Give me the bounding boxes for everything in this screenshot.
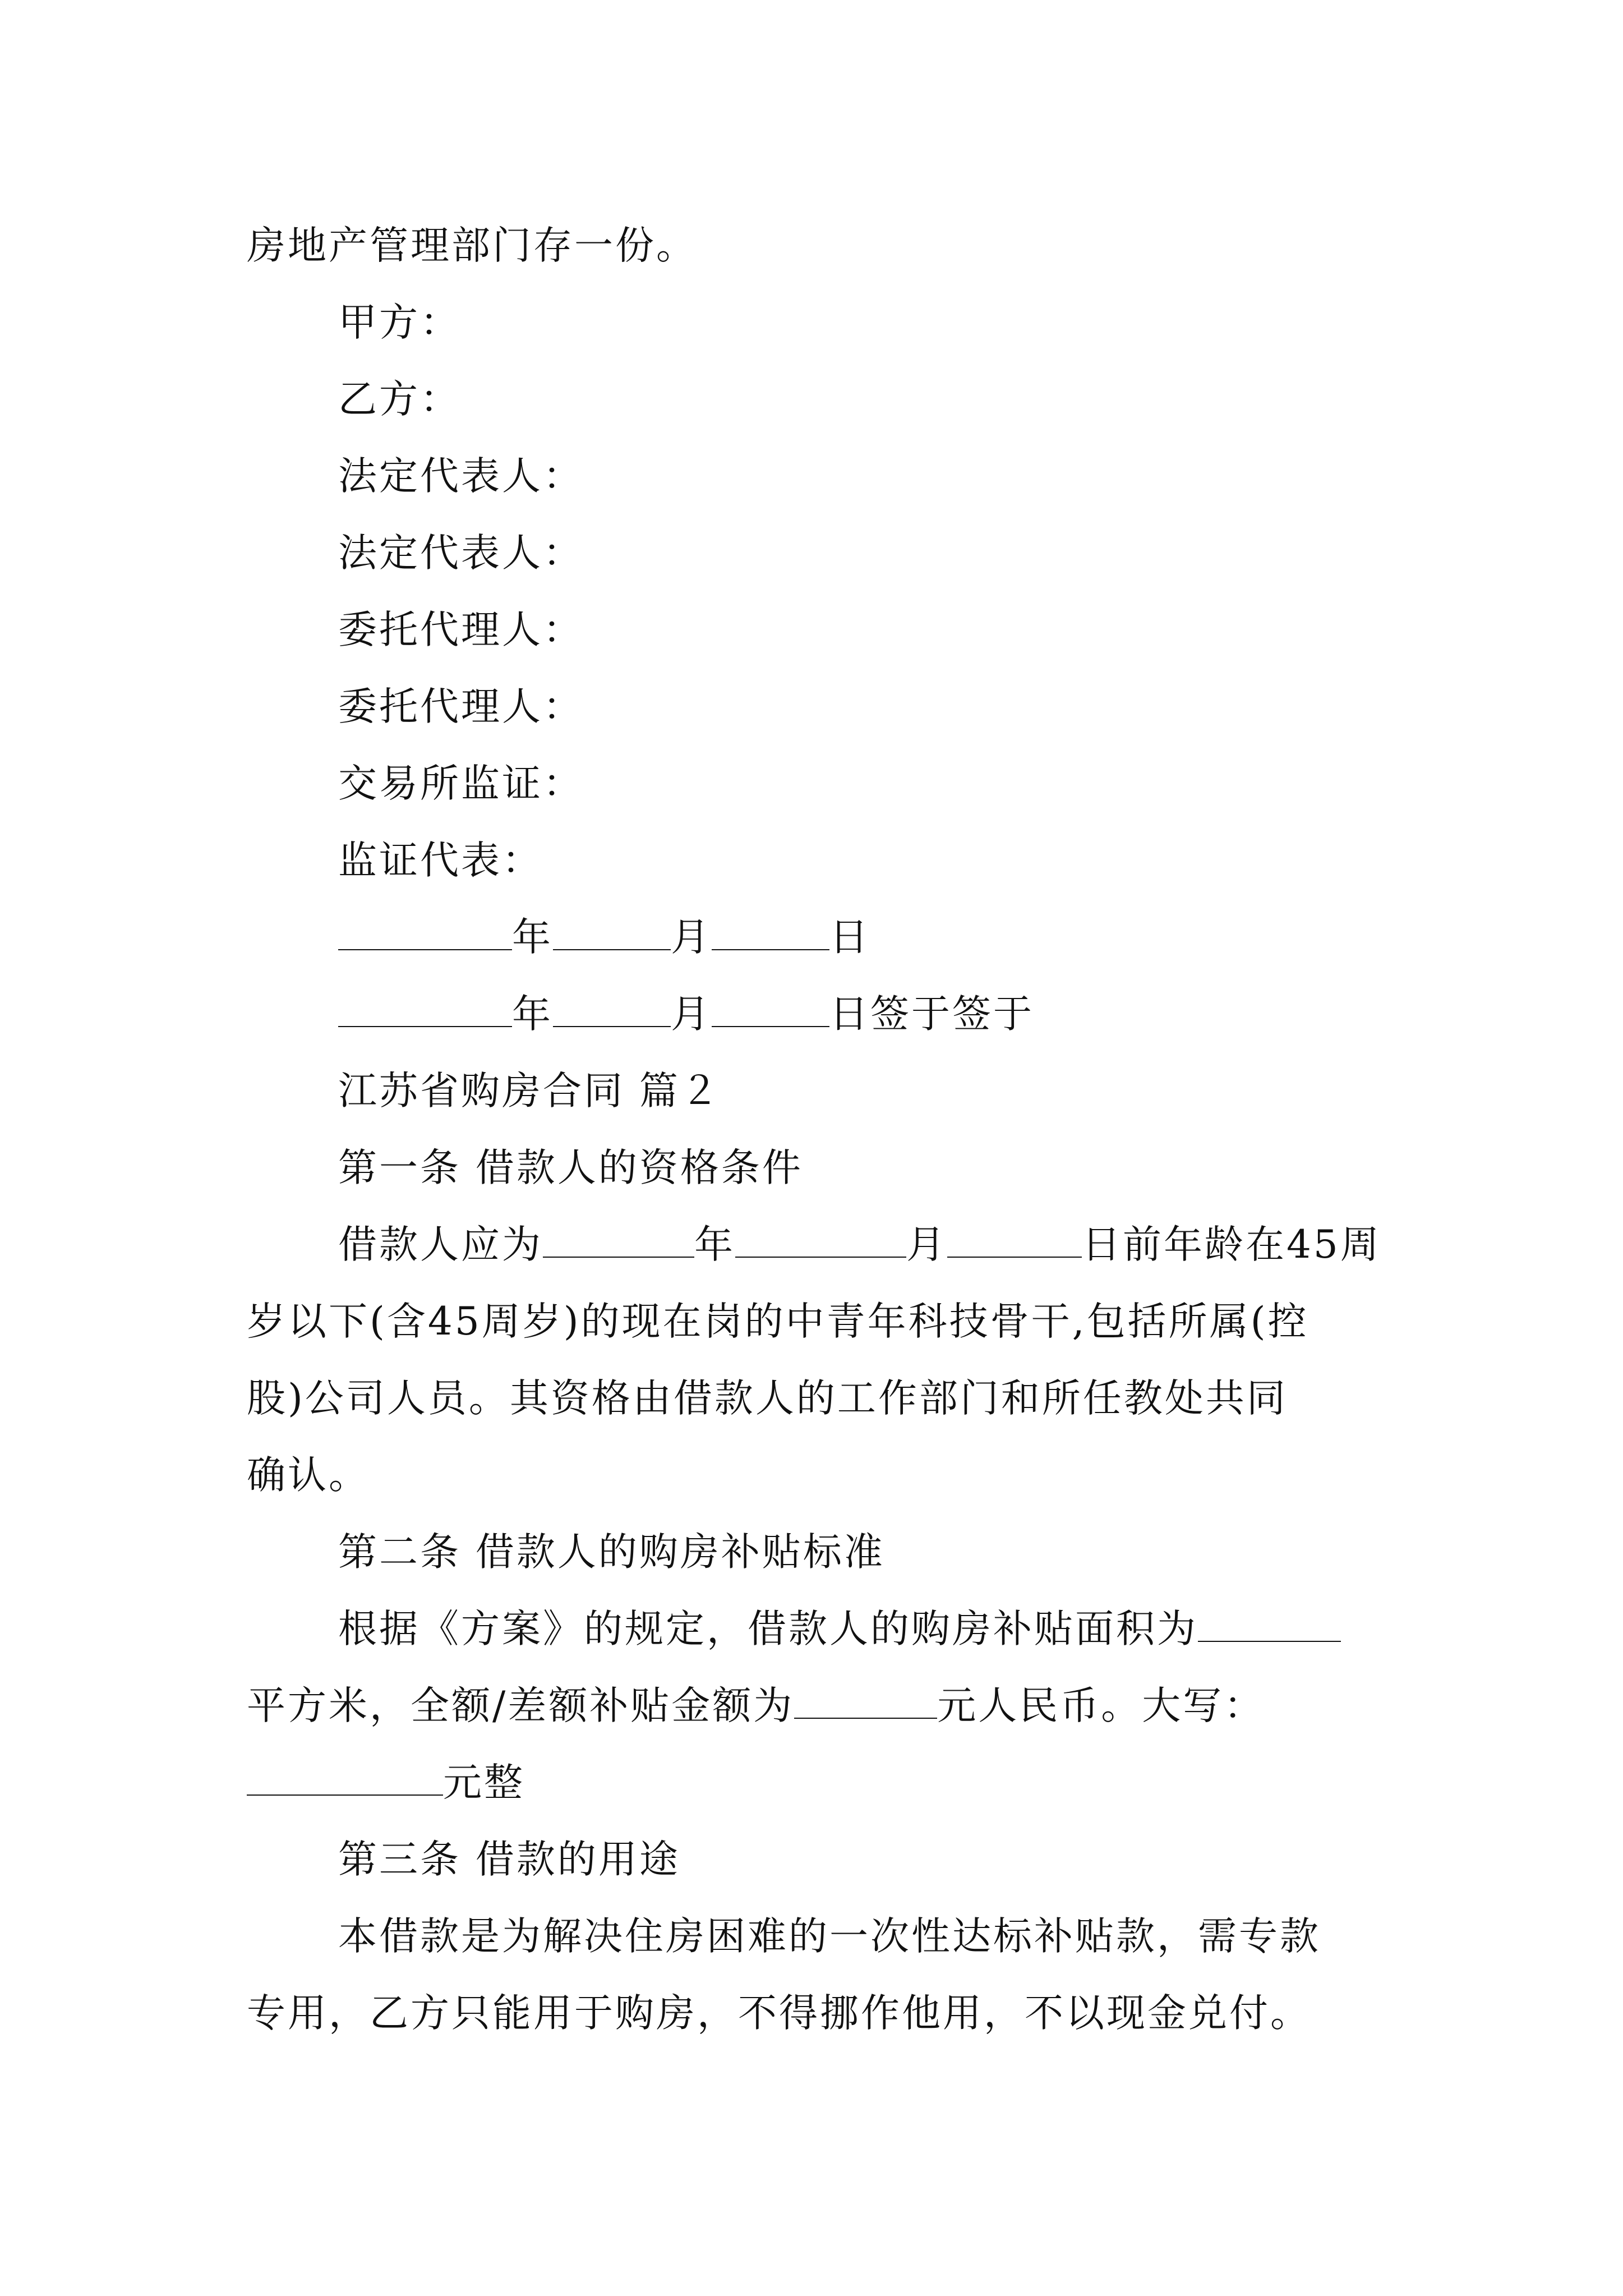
text-span: 平方米，全额/差额补贴金额为 (247, 1683, 795, 1728)
section-title: 江苏省购房合同 篇２ (338, 1069, 721, 1114)
paragraph-line: 专用，乙方只能用于购房，不得挪作他用，不以现金兑付。 (247, 1991, 1311, 2036)
text-span: 月 (906, 1222, 947, 1267)
paragraph-line: 房地产管理部门存一份。 (247, 223, 697, 268)
blank-field (1198, 1613, 1341, 1642)
agent-label: 委托代理人： (338, 608, 584, 652)
blank-field (735, 1228, 906, 1258)
party-a-label: 甲方： (338, 300, 461, 345)
date-line (338, 976, 1034, 1053)
text-span: 元整 (443, 1760, 525, 1805)
blank-field (543, 1228, 694, 1258)
legal-representative-label: 法定代表人： (338, 531, 584, 576)
text-span: 元人民币。大写： (937, 1683, 1265, 1728)
exchange-certification-label: 交易所监证： (338, 761, 584, 806)
agent-label: 委托代理人： (338, 684, 584, 729)
article-title: 第一条 借款人的资格条件 (338, 1145, 803, 1190)
month-label: 月 (671, 915, 712, 960)
year-label: 年 (512, 915, 553, 960)
paragraph-line (247, 1668, 1265, 1745)
paragraph-line (338, 1591, 1341, 1668)
blank-field (553, 921, 671, 950)
text-span: 借款人应为 (338, 1222, 543, 1267)
paragraph-line: 股)公司人员。其资格由借款人的工作部门和所任教处共同 (247, 1376, 1288, 1421)
blank-field (247, 1766, 443, 1796)
blank-field (947, 1228, 1082, 1258)
article-title: 第二条 借款人的购房补贴标准 (338, 1530, 885, 1575)
date-line (338, 899, 870, 976)
blank-field (794, 1690, 937, 1719)
text-span: 根据《方案》的规定，借款人的购房补贴面积为 (338, 1607, 1198, 1651)
blank-field (712, 921, 829, 950)
text-span: 日前年龄在45周 (1082, 1222, 1381, 1267)
blank-field (553, 998, 671, 1027)
party-b-label: 乙方： (338, 377, 461, 422)
certification-representative-label: 监证代表： (338, 838, 543, 883)
day-signed-label: 日签于签于 (829, 992, 1034, 1037)
month-label: 月 (671, 992, 712, 1037)
blank-field (338, 998, 512, 1027)
paragraph-line: 本借款是为解决住房困难的一次性达标补贴款，需专款 (338, 1914, 1321, 1959)
legal-representative-label: 法定代表人： (338, 454, 584, 499)
paragraph-line (247, 1745, 525, 1821)
paragraph-line: 确认。 (247, 1453, 370, 1498)
blank-field (338, 921, 512, 950)
text-span: 年 (694, 1222, 735, 1267)
paragraph-line (338, 1207, 1381, 1283)
year-label: 年 (512, 992, 553, 1037)
article-title: 第三条 借款的用途 (338, 1837, 680, 1882)
day-label: 日 (829, 915, 870, 960)
blank-field (712, 998, 829, 1027)
paragraph-line: 岁以下(含45周岁)的现在岗的中青年科技骨干,包括所属(控 (247, 1299, 1309, 1344)
